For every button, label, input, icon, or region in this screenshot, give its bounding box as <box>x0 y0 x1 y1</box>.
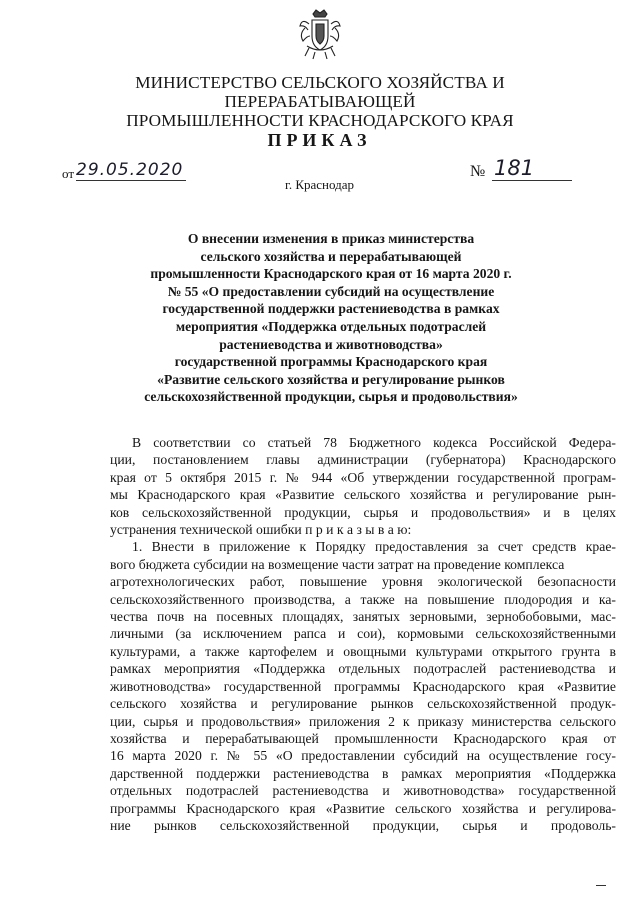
body-line: В соответствии со статьей 78 Бюджетного кодекса Российской Федера- <box>132 435 616 450</box>
title-line: промышленности Краснодарского края от 16 марта 2020 г. <box>150 266 512 282</box>
body-line: ции, сырья и продовольствия» приложения 2 к приказу министерства сельского <box>110 713 616 729</box>
body-line: края от 5 октября 2015 г. № 944 «Об утверждении государственной програм- <box>110 469 616 485</box>
title-line: растениеводства и животноводства» <box>219 336 443 352</box>
body-line: программы Краснодарского края «Развитие сельского хозяйства и регулирова- <box>110 800 616 816</box>
handwritten-date: 29.05.2020 <box>76 160 184 180</box>
title-line: государственной программы Краснодарского края <box>174 354 488 370</box>
body-line: 16 марта 2020 г. № 55 «О предоставлении субсидий на осуществление госу- <box>110 748 616 764</box>
body-line: отдельных подотраслей растениеводства и животноводства» государственной <box>110 783 616 799</box>
number-sign: № <box>470 163 486 180</box>
body-line: личными (за исключением рапса и сои), кормовыми сельскохозяйственными <box>110 626 616 642</box>
body-line: рамках мероприятия «Поддержка отдельных подотраслей растениеводства и <box>110 661 616 677</box>
body-line: животноводства» государственной программы Краснодарского края «Развитие <box>110 678 616 694</box>
body-line: устранения технической ошибки п р и к а з ы в а ю: <box>110 522 412 538</box>
body-line: культурами, а также картофелем и овощными культурами открытого грунта в <box>110 643 616 659</box>
ministry-name-line-2: ПРОМЫШЛЕННОСТИ КРАСНОДАРСКОГО КРАЯ <box>126 111 514 130</box>
body-line: мы Краснодарского края «Развитие сельского хозяйства и регулирование рын- <box>110 487 616 503</box>
title-line: мероприятия «Поддержка отдельных подотраслей <box>175 318 487 334</box>
body-line: чества почв на посевных площадях, занятых зерновыми, зернобобовыми, мас- <box>110 609 616 625</box>
title-line: сельского хозяйства и перерабатывающей <box>200 248 462 264</box>
document-type-heading: ПРИКАЗ <box>267 130 372 150</box>
body-line: ции, постановлением главы администрации (губернатора) Краснодарского <box>110 452 616 468</box>
body-line: сельскохозяйственного производства, а также на повышение плодородия и ка- <box>110 591 616 607</box>
title-line: № 55 «О предоставлении субсидий на осуществление <box>167 283 495 299</box>
body-line: сельского хозяйства и регулирование рынков сельскохозяйственной продук- <box>110 696 616 712</box>
coat-of-arms-emblem <box>297 8 343 60</box>
body-line: 1. Внести в приложение к Порядку предоставления за счет средств краe- <box>132 539 616 555</box>
ministry-name <box>40 73 600 130</box>
date-prefix: от <box>62 166 75 181</box>
body-line: вого бюджета субсидии на возмещение части затрат на проведение комплекса <box>110 556 565 572</box>
body-line: дарственной поддержки растениеводства в рамках мероприятия «Поддержка <box>110 765 616 781</box>
body-line: агротехнологических работ, повышение уровня экологической безопасности <box>110 574 616 590</box>
handwritten-order-number: 181 <box>494 156 535 180</box>
title-line: государственной поддержки растениеводства в рамках <box>162 301 500 317</box>
page-edge-mark <box>596 885 606 886</box>
order-title <box>108 230 554 406</box>
city-label: г. Краснодар <box>284 177 355 192</box>
title-line: «Развитие сельского хозяйства и регулирование рынков <box>157 371 505 387</box>
body-line: хозяйства и перерабатывающей промышленности Краснодарского края от <box>110 730 616 746</box>
body-line: ние рынков сельскохозяйственной продукции, сырья и продоволь- <box>110 817 616 833</box>
title-line: сельскохозяйственной продукции, сырья и продовольствия» <box>144 389 518 405</box>
ministry-name-line-1: МИНИСТЕРСТВО СЕЛЬСКОГО ХОЗЯЙСТВА И ПЕРЕРАБАТЫВАЮЩЕЙ <box>135 73 505 111</box>
title-line: О внесении изменения в приказ министерства <box>187 231 475 246</box>
body-line: ков сельскохозяйственной продукции, сырья и продовольствия» и в целях <box>110 504 616 520</box>
order-body <box>110 434 616 834</box>
